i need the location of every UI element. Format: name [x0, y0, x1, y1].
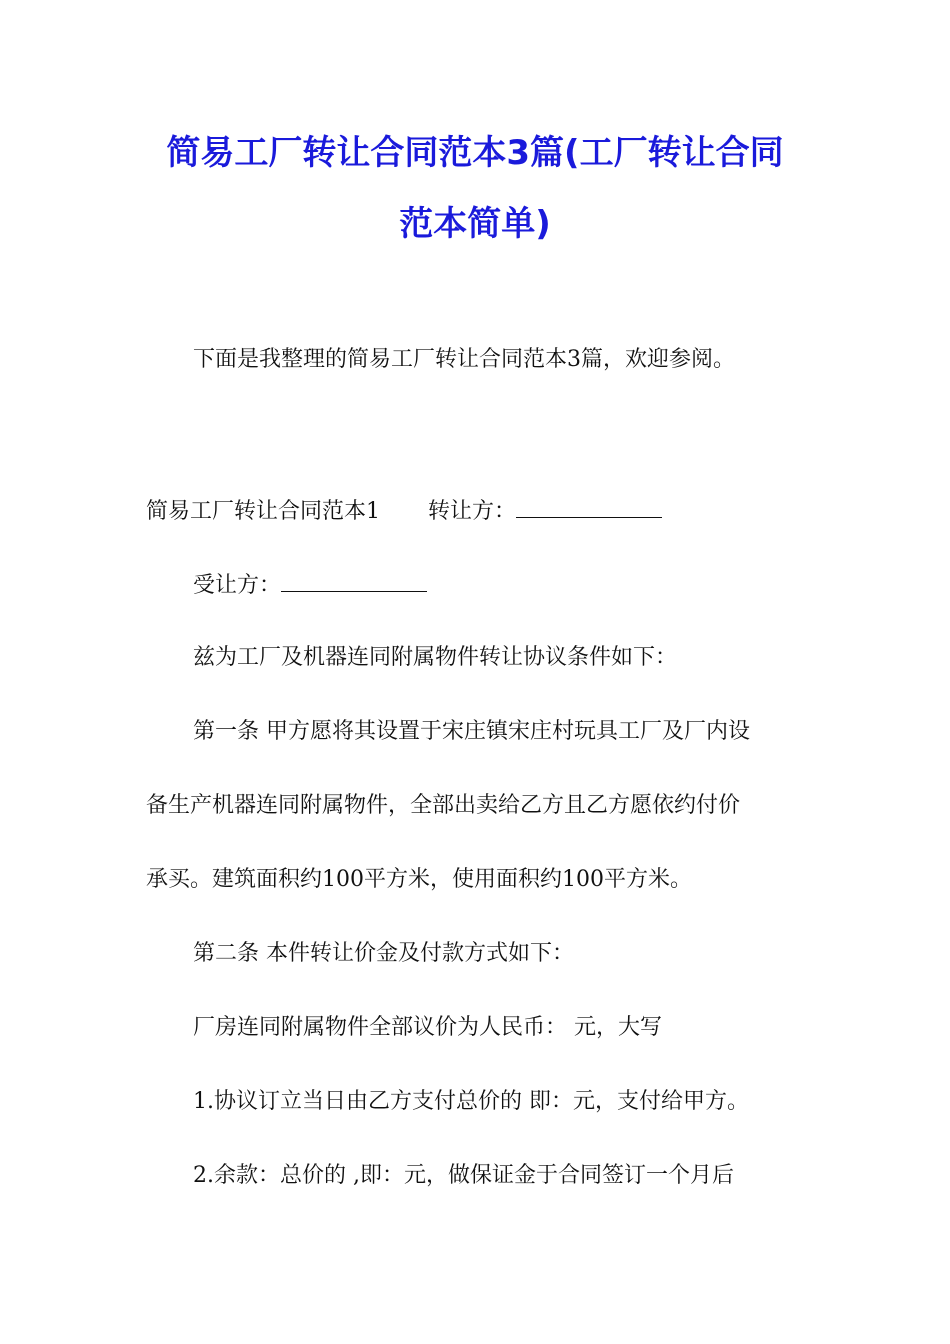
article-2-paragraph: 第二条 本件转让价金及付款方式如下：	[193, 941, 574, 966]
document-title-line-2: 范本简单)	[399, 204, 551, 244]
transferee-row	[193, 569, 427, 601]
contract-heading: 简易工厂转让合同范本1	[146, 499, 380, 524]
intro-paragraph: 下面是我整理的简易工厂转让合同范本3篇，欢迎参阅。	[193, 347, 735, 372]
transferee-label: 受让方：	[193, 573, 282, 598]
transferor-blank	[516, 495, 662, 518]
transferee-blank	[281, 569, 427, 592]
article-1-line-1: 第一条 甲方愿将其设置于宋庄镇宋庄村玩具工厂及厂内设	[193, 719, 750, 744]
payment-item-2: 2.余款：总价的 ,即：元，做保证金于合同签订一个月后	[193, 1163, 734, 1188]
transferor-label: 转让方：	[428, 499, 517, 524]
article-1-line-3: 承买。建筑面积约100平方米，使用面积约100平方米。	[146, 867, 692, 892]
price-paragraph: 厂房连同附属物件全部议价为人民币： 元，大写	[193, 1015, 662, 1040]
preamble-paragraph: 兹为工厂及机器连同附属物件转让协议条件如下：	[193, 645, 678, 670]
document-title-line-1: 简易工厂转让合同范本3篇(工厂转让合同	[166, 133, 784, 173]
contract-heading-row	[146, 495, 662, 527]
article-1-line-2: 备生产机器连同附属物件，全部出卖给乙方且乙方愿依约付价	[146, 793, 741, 818]
payment-item-1: 1.协议订立当日由乙方支付总价的 即：元，支付给甲方。	[193, 1089, 749, 1114]
